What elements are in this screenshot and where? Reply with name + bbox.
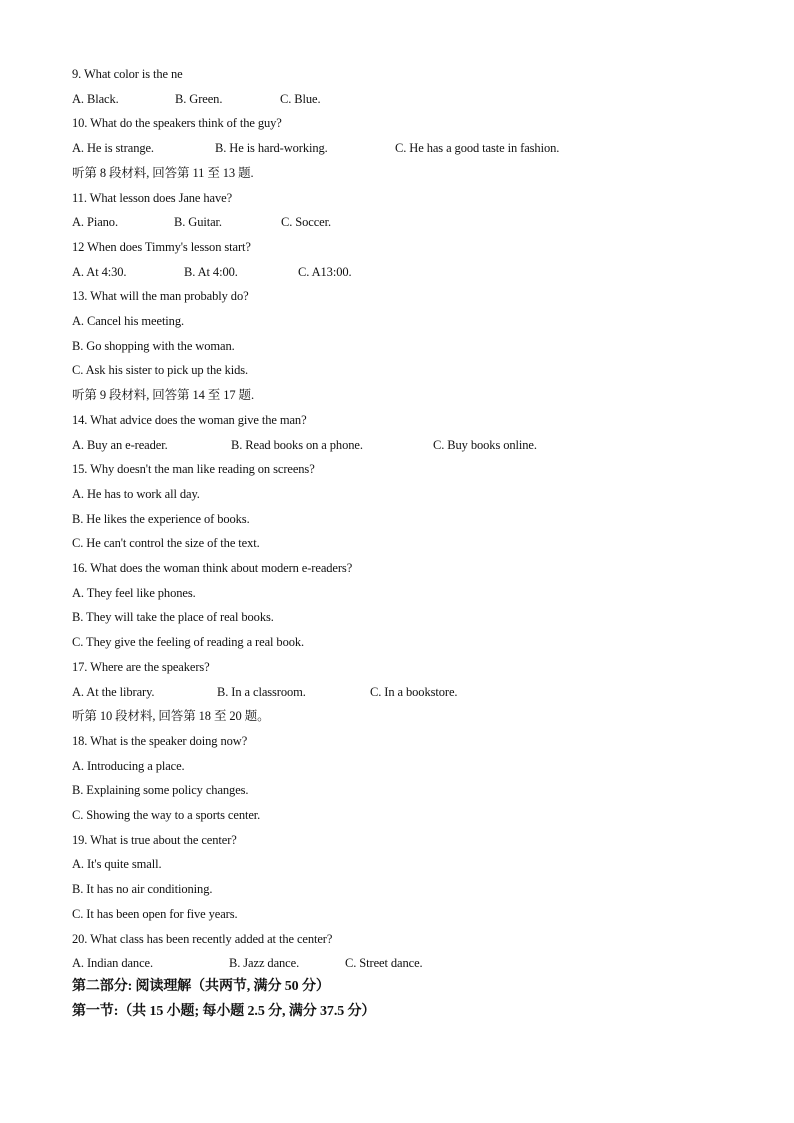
option-a: A. Buy an e-reader. (72, 438, 168, 452)
question-12: 12 When does Timmy's lesson start? (72, 240, 251, 254)
option-b: B. He is hard-working. (215, 141, 328, 155)
option-b: B. It has no air conditioning. (72, 882, 213, 896)
question-13: 13. What will the man probably do? (72, 289, 249, 303)
option-b: B. Go shopping with the woman. (72, 339, 235, 353)
option-c: C. It has been open for five years. (72, 907, 238, 921)
option-a: A. At the library. (72, 685, 155, 699)
option-b: B. At 4:00. (184, 265, 238, 279)
option-c: C. A13:00. (298, 265, 352, 279)
option-c: C. Showing the way to a sports center. (72, 808, 261, 822)
question-11: 11. What lesson does Jane have? (72, 191, 233, 205)
option-c: C. Blue. (280, 92, 321, 106)
option-a: A. Introducing a place. (72, 759, 185, 773)
question-20: 20. What class has been recently added at the center? (72, 932, 333, 946)
question-18: 18. What is the speaker doing now? (72, 734, 248, 748)
option-a: A. Piano. (72, 215, 118, 229)
question-15: 15. Why doesn't the man like reading on screens? (72, 462, 315, 476)
option-c: C. Street dance. (345, 956, 423, 970)
option-b: B. He likes the experience of books. (72, 512, 250, 526)
option-a: A. At 4:30. (72, 265, 127, 279)
question-16: 16. What does the woman think about modern e-readers? (72, 561, 353, 575)
question-19: 19. What is true about the center? (72, 833, 237, 847)
option-a: A. Cancel his meeting. (72, 314, 185, 328)
option-b: B. Read books on a phone. (231, 438, 363, 452)
option-c: C. He has a good taste in fashion. (395, 141, 560, 155)
question-9: 9. What color is the ne (72, 67, 183, 81)
option-b: B. Jazz dance. (229, 956, 300, 970)
question-10: 10. What do the speakers think of the guy? (72, 116, 282, 130)
section-10-instruction: 听第 10 段材料, 回答第 18 至 20 题。 (72, 709, 270, 723)
option-b: B. In a classroom. (217, 685, 306, 699)
option-c: C. They give the feeling of reading a real book. (72, 635, 305, 649)
option-c: C. Soccer. (281, 215, 332, 229)
option-c: C. He can't control the size of the text. (72, 536, 260, 550)
question-17: 17. Where are the speakers? (72, 660, 210, 674)
section-8-instruction: 听第 8 段材料, 回答第 11 至 13 题. (72, 166, 254, 180)
option-b: B. Guitar. (174, 215, 222, 229)
option-c: C. In a bookstore. (370, 685, 458, 699)
option-a: A. Indian dance. (72, 956, 154, 970)
question-14: 14. What advice does the woman give the man? (72, 413, 307, 427)
option-a: A. They feel like phones. (72, 586, 196, 600)
option-b: B. Green. (175, 92, 223, 106)
option-a: A. He is strange. (72, 141, 154, 155)
option-c: C. Buy books online. (433, 438, 537, 452)
option-a: A. It's quite small. (72, 857, 162, 871)
section-1-heading: 第一节:（共 15 小题; 每小题 2.5 分, 满分 37.5 分） (72, 1004, 376, 1019)
option-b: B. They will take the place of real books. (72, 610, 274, 624)
section-9-instruction: 听第 9 段材料, 回答第 14 至 17 题. (72, 388, 254, 402)
option-a: A. He has to work all day. (72, 487, 200, 501)
option-c: C. Ask his sister to pick up the kids. (72, 363, 249, 377)
option-a: A. Black. (72, 92, 119, 106)
part-2-heading: 第二部分: 阅读理解（共两节, 满分 50 分） (72, 979, 330, 994)
option-b: B. Explaining some policy changes. (72, 783, 249, 797)
